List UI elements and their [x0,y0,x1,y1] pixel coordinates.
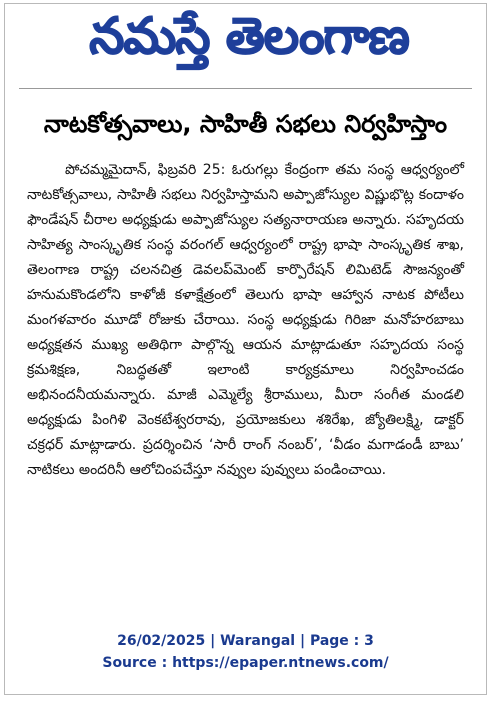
date-edition-page: 26/02/2025 | Warangal | Page : 3 [117,633,374,649]
newspaper-masthead: నమస్తే తెలంగాణ [89,6,409,65]
article-headline: నాటకోత్సవాలు, సాహితీ సభలు నిర్వహిస్తాం [43,110,448,138]
clipping-footer [5,630,486,674]
article-body: పోచమ్మమైదాన్, ఫిబ్రవరి 25: ఓరుగల్లు కేంద్రంగా తమ సంస్థ ఆధ్వర్యంలో నాటకోత్సవాలు, సాహితీ సభలు నిర్వహిస్తామని అప్పాజోస్యుల విష్ణుభొట్ల కందాళం ఫౌండేషన్ చీరాల అధ్యక్షుడు అప్పాజోస్యుల సత్యనారాయణ అన్నారు. సహృదయ సాహిత్య సాంస్కృతిక సంస్థ వరంగల్ ఆధ్వర్యంలో రాష్ట్ర భాషా సాంస్కృతిక శాఖ, తెలంగాణ రాష్ట్ర చలనచిత్ర డెవలప్‌మెంట్ కార్పొరేషన్ లిమిటెడ్ సౌజన్యంతో హనుమకొండలోని కాళోజీ కళాక్షేత్రంలో తెలుగు భాషా ఆహ్వాన నాటక పోటీలు మంగళవారం మూడో రోజుకు చేరాయి. సంస్థ అధ్యక్షుడు గిరిజా మనోహరబాబు అధ్యక్షతన ముఖ్య అతిథిగా పాల్గొన్న ఆయన మాట్లాడుతూ సహృదయ సంస్థ క్రమశిక్షణ, నిబద్ధతతో ఇలాంటి కార్యక్రమాలు నిర్వహించడం అభినందనీయమన్నారు. మాజీ ఎమ్మెల్యే శ్రీరాములు, మీరా సంగీత మండలి అధ్యక్షుడు పింగిళి వెంకటేశ్వరరావు, ప్రయోజకులు శశిరేఖ, జ్యోతిలక్ష్మి, డాక్టర్ చక్రధర్ మాట్లాడారు. ప్రదర్శించిన ‘సారీ రాంగ్ నంబర్’, ‘వీడం మగాడండీ బాబు’ నాటికలు అందరినీ ఆలోచింపచేస్తూ నవ్వుల పువ్వులు పండించాయి. [27,162,464,478]
epaper-clipping [4,3,487,695]
masthead-divider [19,88,472,89]
source-link[interactable]: Source : https://epaper.ntnews.com/ [102,655,389,671]
